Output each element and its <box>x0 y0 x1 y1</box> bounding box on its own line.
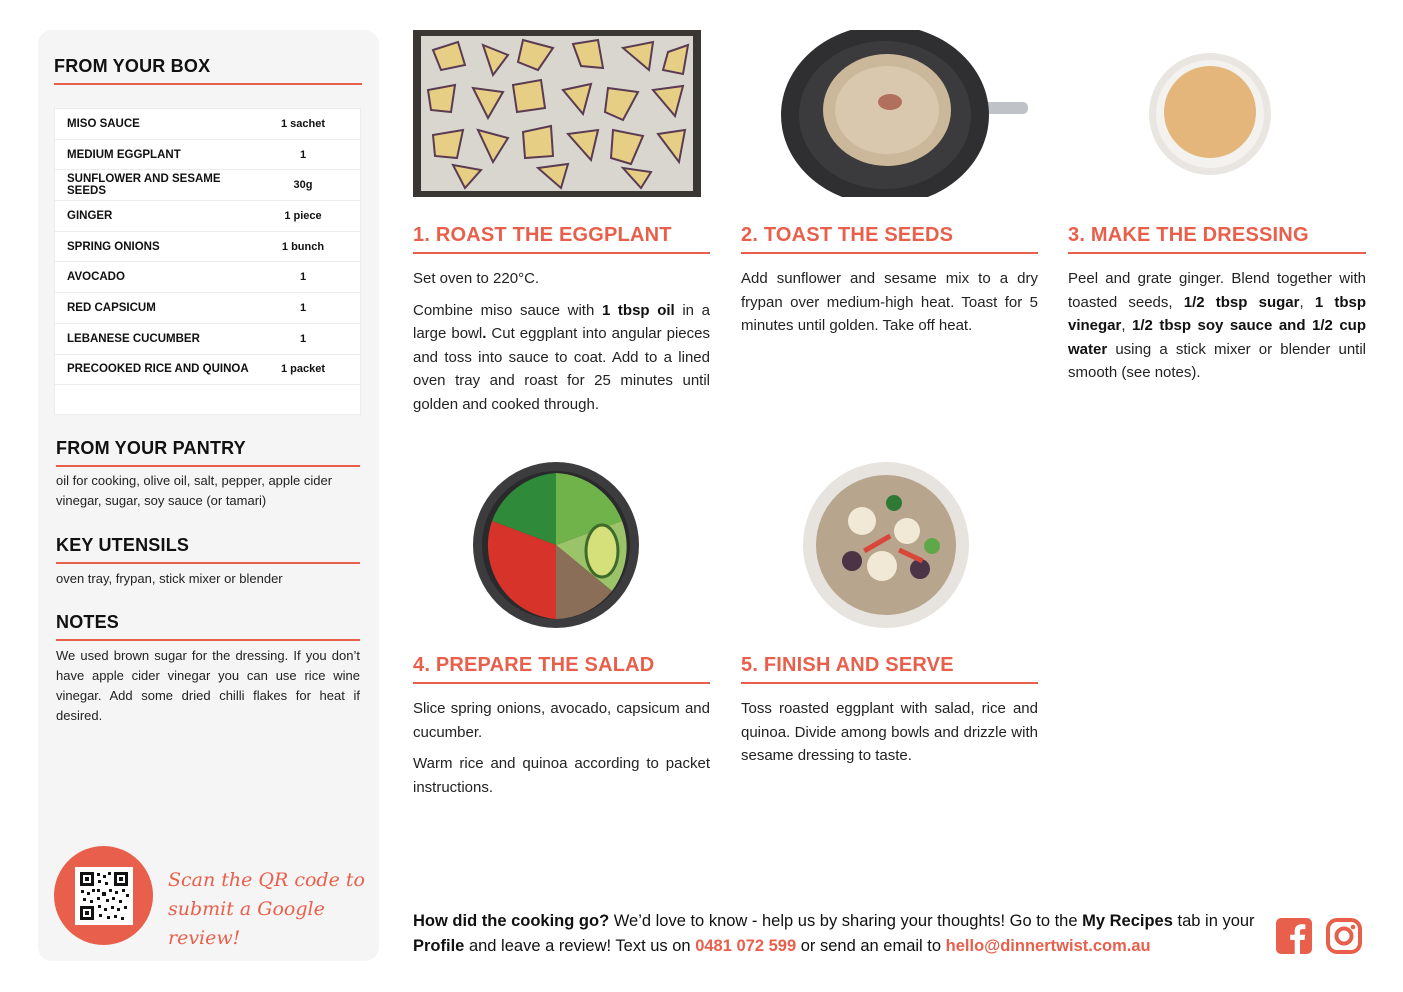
ingredient-name: SPRING ONIONS <box>67 240 160 253</box>
step-3-body <box>1068 267 1366 393</box>
phone-link[interactable]: 0481 072 599 <box>695 937 797 955</box>
ingredient-name: PRECOOKED RICE AND QUINOA <box>67 363 249 376</box>
footer-text: tab in your <box>1172 912 1255 930</box>
qr-badge[interactable] <box>54 846 153 945</box>
footer-text: and leave a review! Text us on <box>464 937 696 955</box>
email-link[interactable]: hello@dinnertwist.com.au <box>945 937 1151 955</box>
text-run: in a large bowl <box>413 301 711 342</box>
ingredient-row <box>55 324 360 355</box>
pantry-text: oil for cooking, olive oil, salt, pepper, apple cider vinegar, sugar, soy sauce (or tamari) <box>56 473 333 508</box>
step-text: Set oven to 220°C. <box>413 270 540 287</box>
footer-question: How did the cooking go? <box>413 912 610 930</box>
bold-text: . <box>482 325 487 342</box>
step-2-title: 2. TOAST THE SEEDS <box>741 224 1038 254</box>
step-4-body <box>413 697 710 807</box>
text-run: using a stick mixer or blender until smooth (see notes). <box>1068 340 1366 381</box>
step-text: Warm rice and quinoa according to packet instructions. <box>413 755 710 796</box>
ingredient-name: MEDIUM EGGPLANT <box>67 148 181 161</box>
text-run: , <box>1121 317 1133 334</box>
step-text: Toss roasted eggplant with salad, rice and quinoa. Divide among bowls and drizzle with sesame dressing to taste. <box>741 700 1038 764</box>
ingredient-name: AVOCADO <box>67 271 125 284</box>
qr-code-icon[interactable] <box>75 867 133 925</box>
finished-dish-photo <box>802 461 970 629</box>
ingredient-name: LEBANESE CUCUMBER <box>67 332 200 345</box>
ingredient-qty: 1 <box>299 271 307 284</box>
footer-text: We’d love to know - help us by sharing your thoughts! Go to the <box>609 912 1083 930</box>
bold-text: 1/2 tbsp sugar <box>1183 293 1300 311</box>
ingredient-qty: 1 <box>299 332 307 345</box>
text-run: Cut eggplant into angular pieces and toss into sauce to coat. Add to a lined oven tray and roast for 25 minutes until golden and cooked through. <box>413 325 710 413</box>
ingredient-name: GINGER <box>67 209 113 222</box>
ingredient-qty: 1 bunch <box>281 240 325 253</box>
ingredient-qty: 1 <box>299 301 307 314</box>
text-run: , <box>1299 293 1315 311</box>
my-recipes-label: My Recipes <box>1082 912 1173 930</box>
ingredient-name: RED CAPSICUM <box>67 301 156 314</box>
qr-caption-line: Scan the QR code to <box>168 869 365 891</box>
utensils-text: oven tray, frypan, stick mixer or blender <box>56 571 283 586</box>
ingredient-qty: 1 packet <box>280 363 326 376</box>
from-your-box-title: FROM YOUR BOX <box>54 56 362 85</box>
salad-bowl-photo <box>472 461 640 629</box>
dressing-bowl-photo <box>1148 52 1272 176</box>
ingredient-name: SUNFLOWER AND SESAME SEEDS <box>67 173 221 198</box>
step-1-body <box>413 267 710 424</box>
qr-caption-line: submit a Google review! <box>168 898 325 949</box>
ingredients-table <box>54 108 361 415</box>
ingredient-row <box>55 262 360 293</box>
bold-text: 1/2 tbsp soy sauce and 1/2 cup water <box>1068 317 1366 358</box>
step-text: Slice spring onions, avocado, capsicum and cucumber. <box>413 700 710 741</box>
notes-text: We used brown sugar for the dressing. If you don’t have apple cider vinegar you can use rice wine vinegar. Add some dried chilli flakes for heat if desired. <box>56 648 360 723</box>
facebook-icon[interactable] <box>1276 918 1312 954</box>
step-4-title: 4. PREPARE THE SALAD <box>413 654 710 684</box>
notes-title: NOTES <box>56 612 360 641</box>
key-utensils-title: KEY UTENSILS <box>56 535 360 564</box>
profile-label: Profile <box>413 937 465 955</box>
step-2-body <box>741 267 1038 346</box>
step-1-title: 1. ROAST THE EGGPLANT <box>413 224 710 254</box>
ingredient-row <box>55 201 360 232</box>
ingredient-row <box>55 232 360 263</box>
step-text <box>413 299 710 417</box>
ingredient-row <box>55 355 360 386</box>
toasted-seeds-photo <box>780 30 1030 197</box>
instagram-icon[interactable] <box>1326 918 1362 954</box>
step-text <box>1068 267 1366 385</box>
roasted-eggplant-photo <box>413 30 701 197</box>
ingredient-qty: 1 piece <box>284 209 322 222</box>
bold-text: 1 tbsp vinegar <box>1068 293 1366 334</box>
ingredient-row <box>55 170 360 201</box>
qr-caption <box>168 866 368 953</box>
footer-text: or send an email to <box>796 937 946 955</box>
ingredient-name: MISO SAUCE <box>67 117 140 130</box>
ingredient-qty: 30g <box>293 179 313 192</box>
step-5-title: 5. FINISH AND SERVE <box>741 654 1038 684</box>
step-3-title: 3. MAKE THE DRESSING <box>1068 224 1366 254</box>
ingredient-row <box>55 109 360 140</box>
text-run: Combine miso sauce with <box>413 301 602 319</box>
feedback-footer <box>413 909 1263 959</box>
ingredient-qty: 1 <box>299 148 307 161</box>
step-text: Add sunflower and sesame mix to a dry frypan over medium-high heat. Toast for 5 minutes until golden. Take off heat. <box>741 270 1038 334</box>
ingredient-row <box>55 293 360 324</box>
step-5-body <box>741 697 1038 776</box>
text-run: Peel and grate ginger. Blend together with toasted seeds, <box>1068 270 1366 311</box>
ingredient-row <box>55 140 360 171</box>
sidebar <box>38 30 379 961</box>
ingredient-qty: 1 sachet <box>280 117 326 130</box>
from-your-pantry-title: FROM YOUR PANTRY <box>56 438 360 467</box>
bold-text: 1 tbsp oil <box>601 301 675 319</box>
